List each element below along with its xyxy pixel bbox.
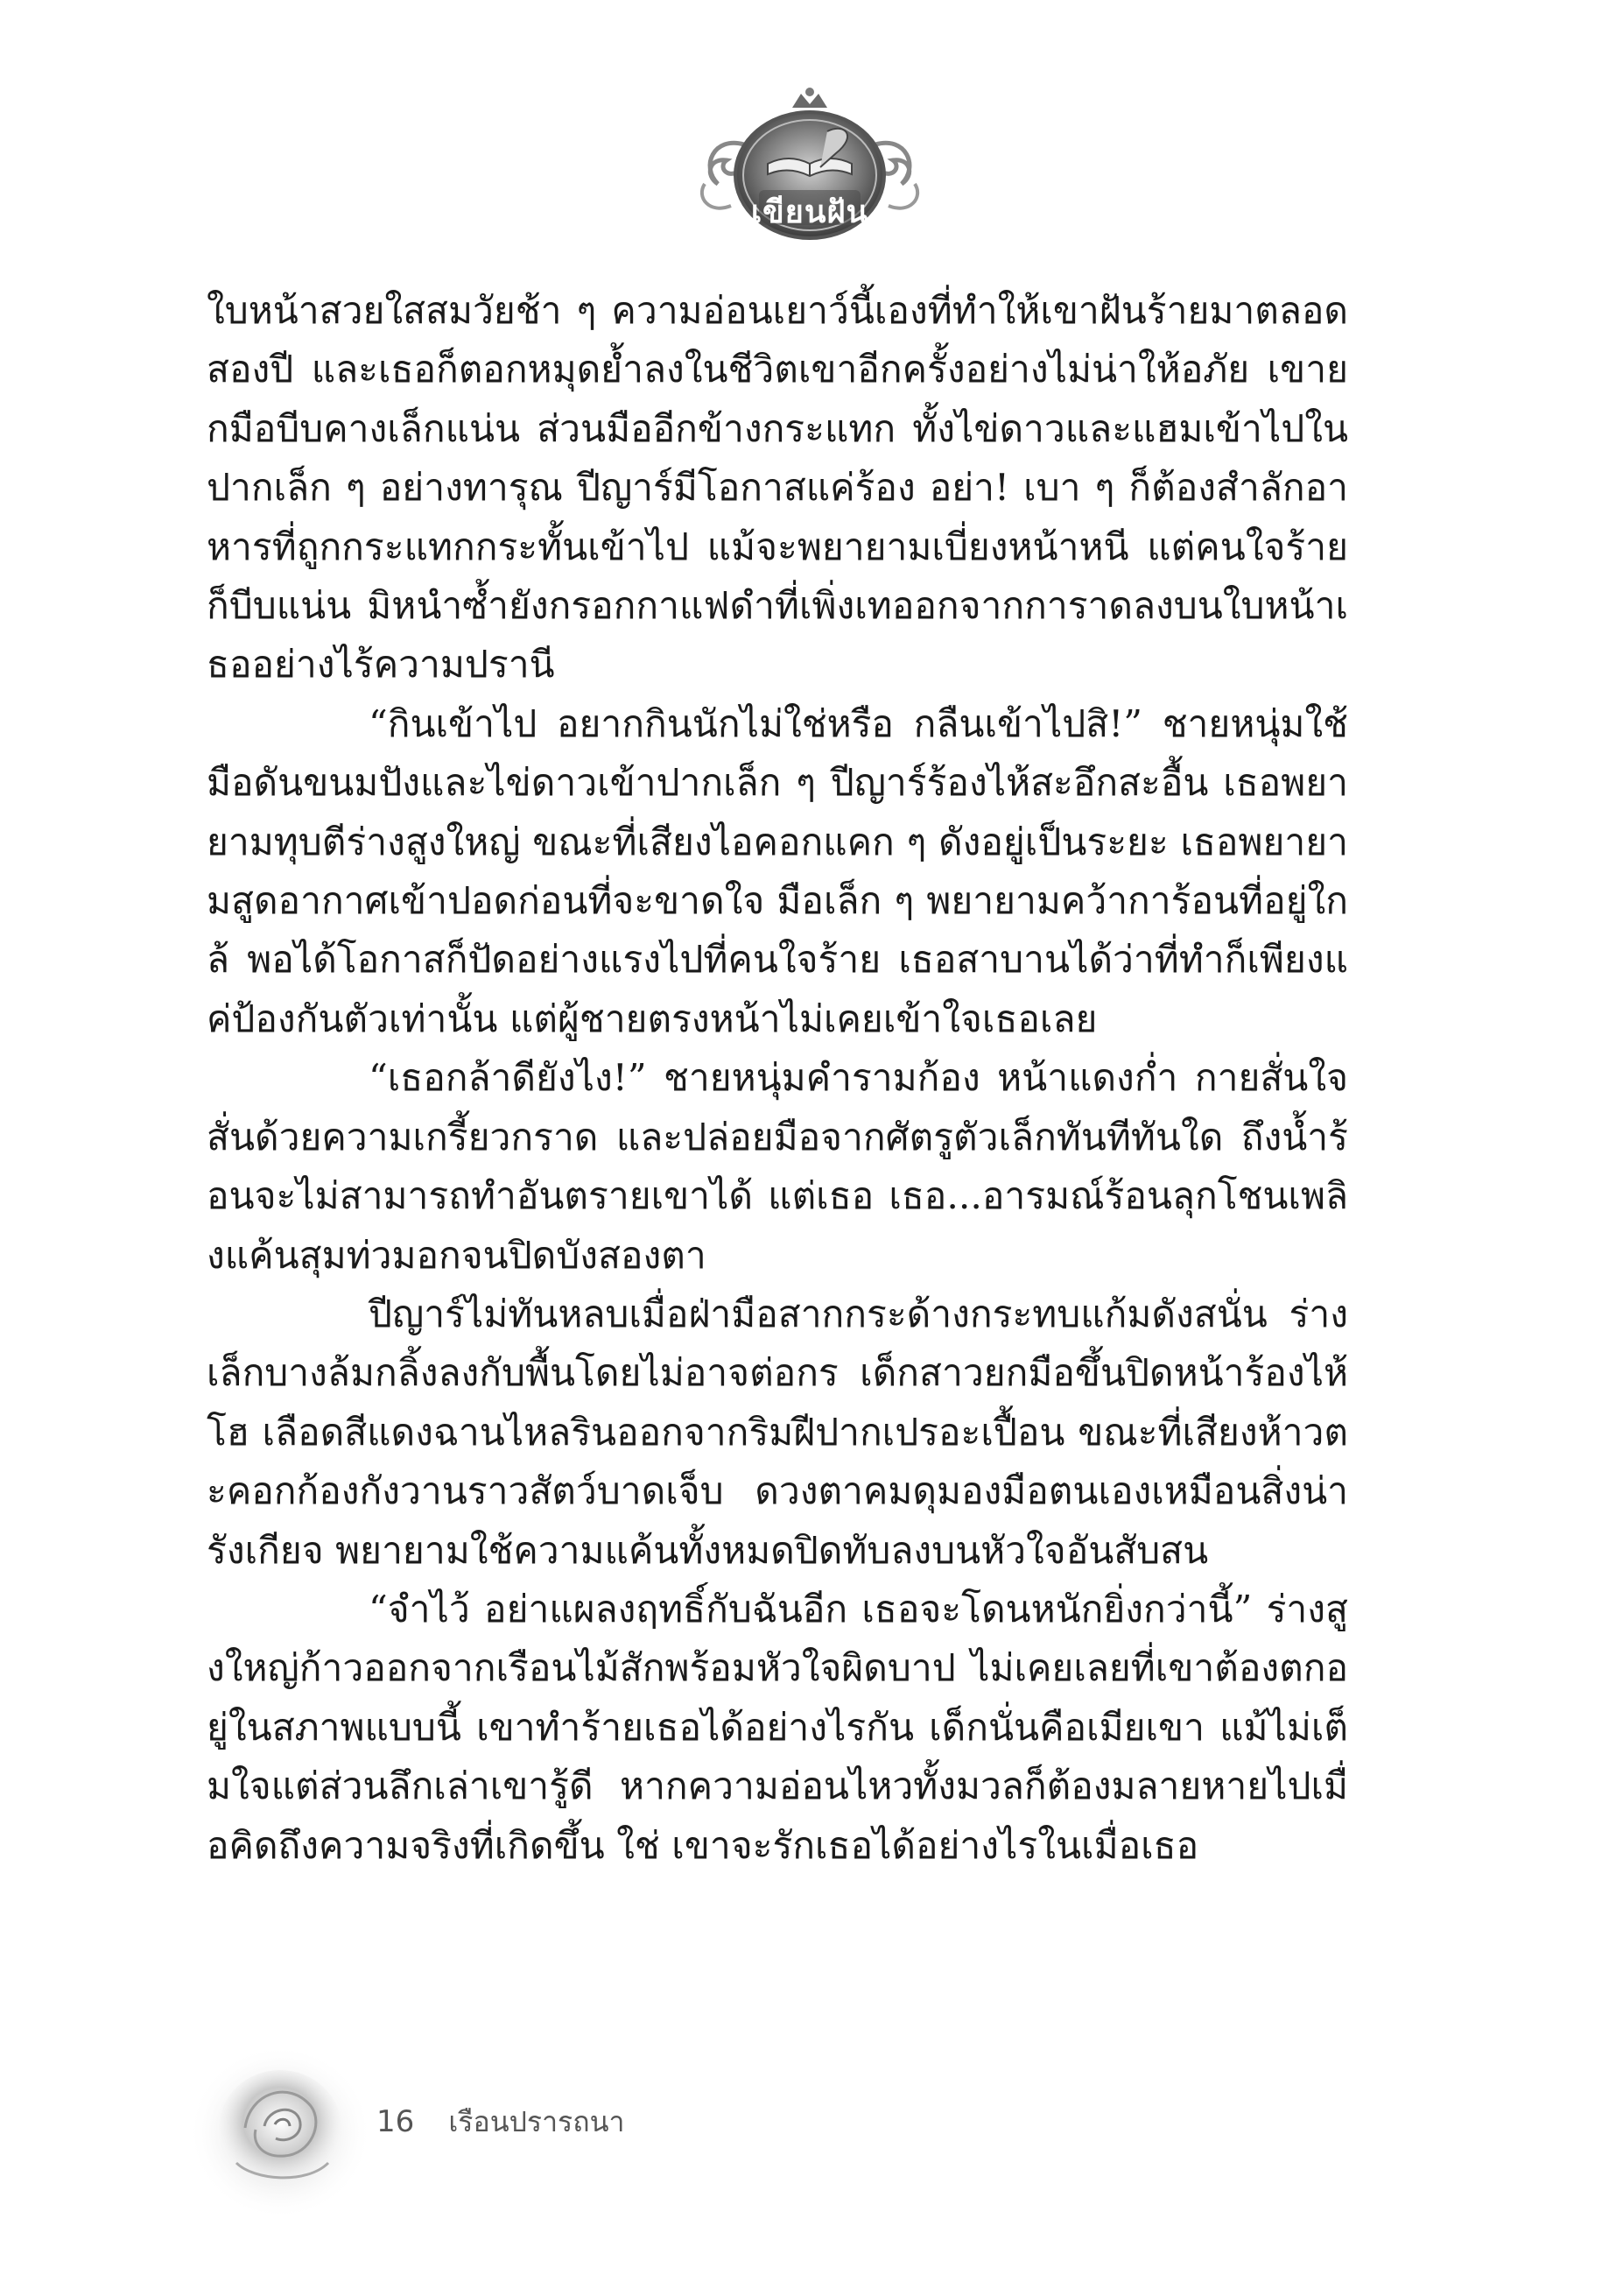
paragraph: “กินเข้าไป อยากกินนักไม่ใช่หรือ กลืนเข้าไปสิ!” ชายหนุ่มใช้มือดันขนมปังและไข่ดาวเข้าปากเล็ก ๆ ปีญาร์ร้องไห้สะอึกสะอื้น เธอพยายามทุบตีร่างสูงใหญ่ ขณะที่เสียงไอคอกแคก ๆ ดังอยู่เป็นระยะ เธอพยายามสูดอากาศเข้าปอดก่อนที่จะขาดใจ มือเล็ก ๆ พยายามคว้าการ้อนที่อยู่ใกล้ พอได้โอกาสก็ปัดอย่างแรงไปที่คนใจร้าย เธอสาบานได้ว่าที่ทำก็เพียงแค่ป้องกันตัวเท่านั้น แต่ผู้ชายตรงหน้าไม่เคยเข้าใจเธอเลย: [207, 702, 1348, 1041]
paragraph: ปีญาร์ไม่ทันหลบเมื่อฝ่ามือสากกระด้างกระทบแก้มดังสนั่น ร่างเล็กบางล้มกลิ้งลงกับพื้นโดยไม่อาจต่อกร เด็กสาวยกมือขึ้นปิดหน้าร้องไห้โฮ เลือดสีแดงฉานไหลรินออกจากริมฝีปากเปรอะเปื้อน ขณะที่เสียงห้าวตะคอกก้องกังวานราวสัตว์บาดเจ็บ ดวงตาคมดุมองมือตนเองเหมือนสิ่งน่ารังเกียจ พยายามใช้ความแค้นทั้งหมดปิดทับลงบนหัวใจอันสับสน: [207, 1292, 1348, 1573]
paragraph: ใบหน้าสวยใสสมวัยช้า ๆ ความอ่อนเยาว์นี้เองที่ทำให้เขาฝันร้ายมาตลอดสองปี และเธอก็ตอกหมุดย้ำลงในชีวิตเขาอีกครั้งอย่างไม่น่าให้อภัย เขายกมือบีบคางเล็กแน่น ส่วนมืออีกข้างกระแทก ทั้งไข่ดาวและแฮมเข้าไปในปากเล็ก ๆ อย่างทารุณ ปีญาร์มีโอกาสแค่ร้อง อย่า! เบา ๆ ก็ต้องสำลักอาหารที่ถูกกระแทกกระทั้นเข้าไป แม้จะพยายามเบี่ยงหน้าหนี แต่คนใจร้ายก็บีบแน่น มิหนำซ้ำยังกรอกกาแฟดำที่เพิ่งเทออกจากการาดลงบนใบหน้าเธออย่างไร้ความปรานี: [207, 290, 1348, 687]
paragraph: “เธอกล้าดียังไง!” ชายหนุ่มคำรามก้อง หน้าแดงก่ำ กายสั่นใจสั่นด้วยความเกรี้ยวกราด และปล่อยมือจากศัตรูตัวเล็กทันทีทันใด ถึงน้ำร้อนจะไม่สามารถทำอันตรายเขาได้ แต่เธอ เธอ...อารมณ์ร้อนลุกโชนเพลิงแค้นสุมท่วมอกจนปิดบังสองตา: [207, 1057, 1348, 1278]
rose-decoration: [184, 2032, 376, 2224]
emblem-text: เขียนฝัน: [750, 194, 869, 230]
paragraph: “จำไว้ อย่าแผลงฤทธิ์กับฉันอีก เธอจะโดนหนักยิ่งกว่านี้” ร่างสูงใหญ่ก้าวออกจากเรือนไม้สักพร้อมหัวใจผิดบาป ไม่เคยเลยที่เขาต้องตกอยู่ในสภาพแบบนี้ เขาทำร้ายเธอได้อย่างไรกัน เด็กนั่นคือเมียเขา แม้ไม่เต็มใจแต่ส่วนลึกเล่าเขารู้ดี หากความอ่อนไหวทั้งมวลก็ต้องมลายหายไปเมื่อคิดถึงความจริงที่เกิดขึ้น ใช่ เขาจะรักเธอได้อย่างไรในเมื่อเธอ: [207, 1588, 1348, 1868]
page-number: 16: [376, 2104, 415, 2139]
body-text: [207, 282, 1348, 1876]
book-title: เรือนปรารถนา: [448, 2105, 625, 2138]
header-emblem: [678, 83, 941, 258]
page-footer: [376, 2100, 624, 2145]
rose-icon: [184, 2032, 376, 2224]
